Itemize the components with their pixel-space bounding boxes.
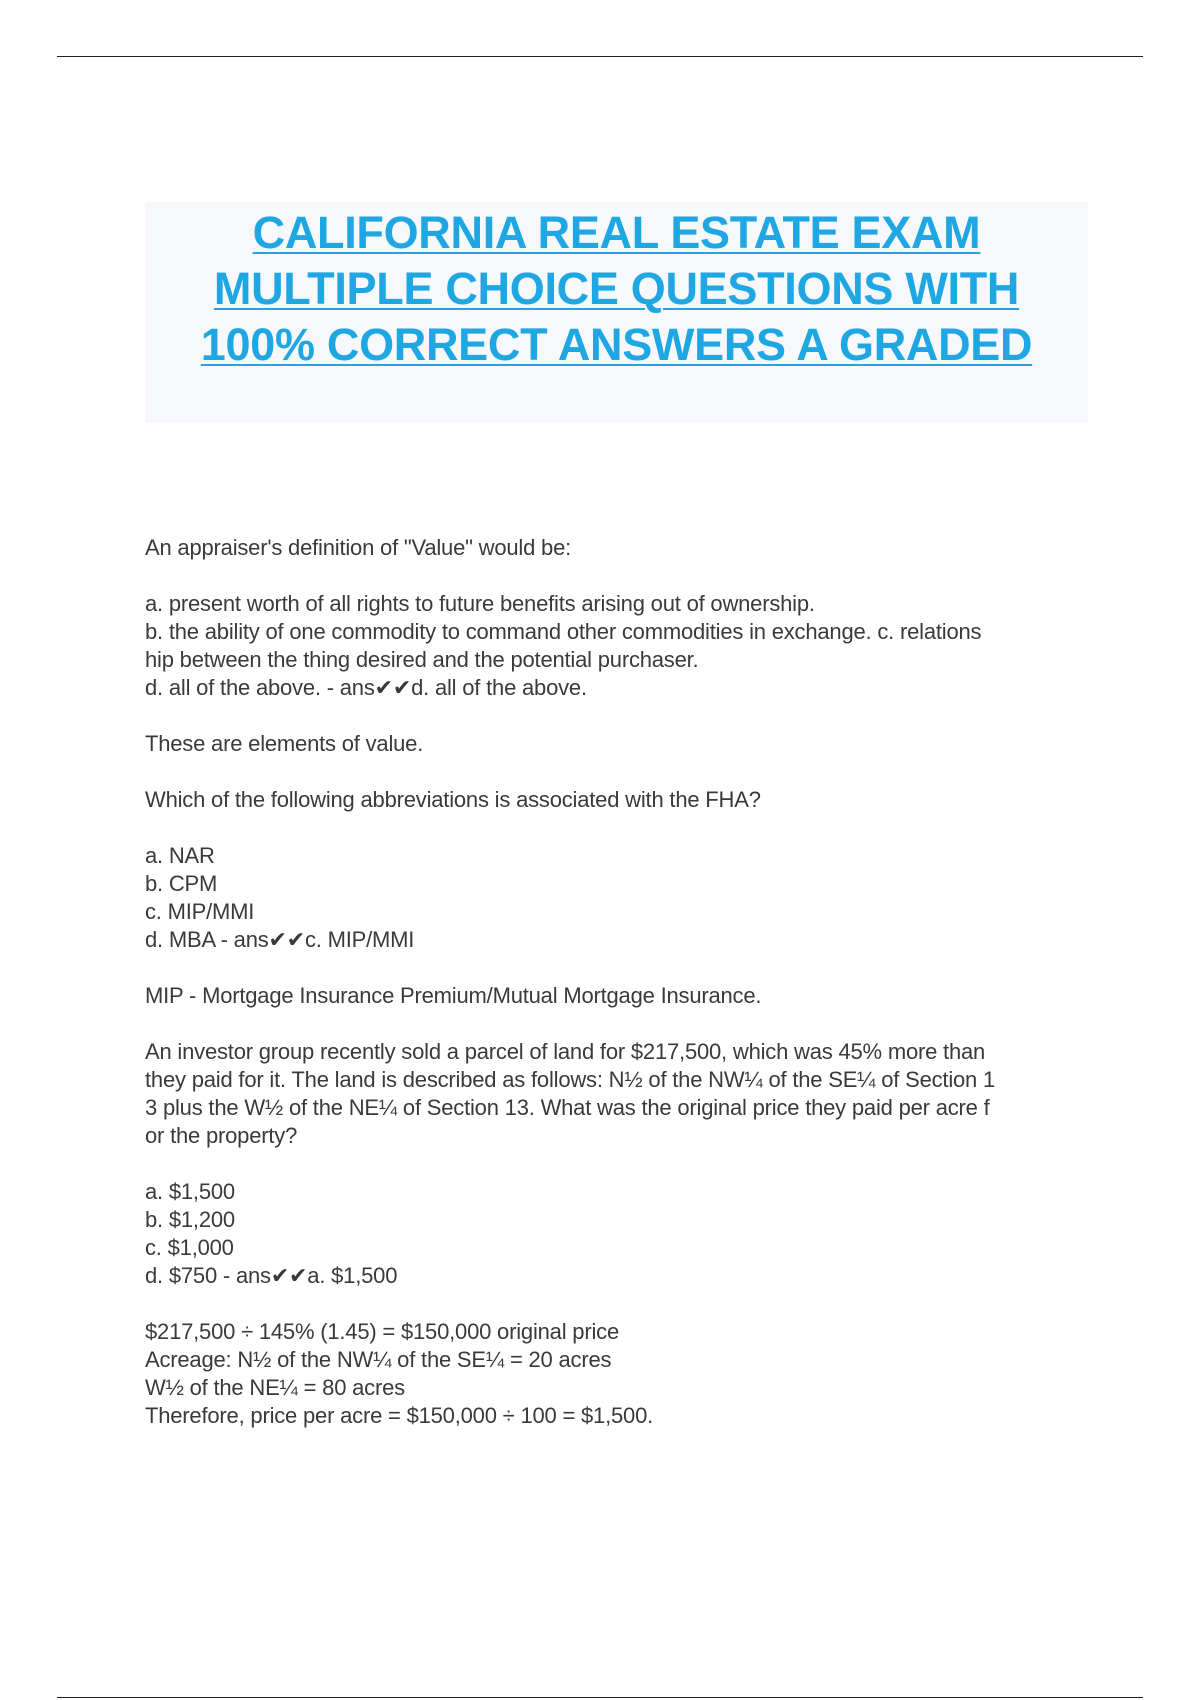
explanation-text: MIP - Mortgage Insurance Premium/Mutual Mortgage Insurance. [145, 983, 762, 1008]
answer-option: hip between the thing desired and the potential purchaser. [145, 647, 699, 672]
bottom-rule [57, 1697, 1143, 1698]
answer-option: a. NAR [145, 843, 215, 868]
spacer [145, 1290, 1095, 1318]
title-link[interactable]: 100% CORRECT ANSWERS A GRADED [200, 319, 1033, 370]
explanation-text: $217,500 ÷ 145% (1.45) = $150,000 original price [145, 1319, 619, 1344]
title-link[interactable]: MULTIPLE CHOICE QUESTIONS WITH [213, 263, 1020, 314]
document-body [145, 534, 1095, 1430]
question-text: Which of the following abbreviations is associated with the FHA? [145, 787, 761, 812]
title-banner [145, 202, 1088, 423]
answer-key: d. all of the above. - ans✔✔d. all of the above. [145, 675, 587, 700]
question-text: or the property? [145, 1123, 298, 1148]
explanation-text: W½ of the NE¼ = 80 acres [145, 1375, 405, 1400]
answer-option: a. $1,500 [145, 1179, 235, 1204]
spacer [145, 814, 1095, 842]
title-line [145, 317, 1088, 373]
question-text: An appraiser's definition of "Value" would be: [145, 535, 572, 560]
spacer [145, 954, 1095, 982]
spacer [145, 758, 1095, 786]
answer-option: b. the ability of one commodity to command other commodities in exchange. c. relations [145, 619, 982, 644]
answer-option: b. CPM [145, 871, 218, 896]
spacer [145, 562, 1095, 590]
answer-option: c. $1,000 [145, 1235, 234, 1260]
top-rule [57, 56, 1143, 57]
spacer [145, 702, 1095, 730]
answer-key: d. MBA - ans✔✔c. MIP/MMI [145, 927, 415, 952]
explanation-text: Acreage: N½ of the NW¼ of the SE¼ = 20 acres [145, 1347, 612, 1372]
title-line [145, 205, 1088, 261]
title-line [145, 261, 1088, 317]
question-text: they paid for it. The land is described as follows: N½ of the NW¼ of the SE¼ of Section 1 [145, 1067, 996, 1092]
spacer [145, 1150, 1095, 1178]
title-link[interactable]: CALIFORNIA REAL ESTATE EXAM [252, 207, 981, 258]
spacer [145, 1010, 1095, 1038]
answer-key: d. $750 - ans✔✔a. $1,500 [145, 1263, 398, 1288]
explanation-text: Therefore, price per acre = $150,000 ÷ 100 = $1,500. [145, 1403, 654, 1428]
answer-option: c. MIP/MMI [145, 899, 255, 924]
answer-option: a. present worth of all rights to future benefits arising out of ownership. [145, 591, 815, 616]
answer-option: b. $1,200 [145, 1207, 235, 1232]
question-text: 3 plus the W½ of the NE¼ of Section 13. What was the original price they paid per acre f [145, 1095, 990, 1120]
explanation-text: These are elements of value. [145, 731, 424, 756]
question-text: An investor group recently sold a parcel of land for $217,500, which was 45% more than [145, 1039, 986, 1064]
